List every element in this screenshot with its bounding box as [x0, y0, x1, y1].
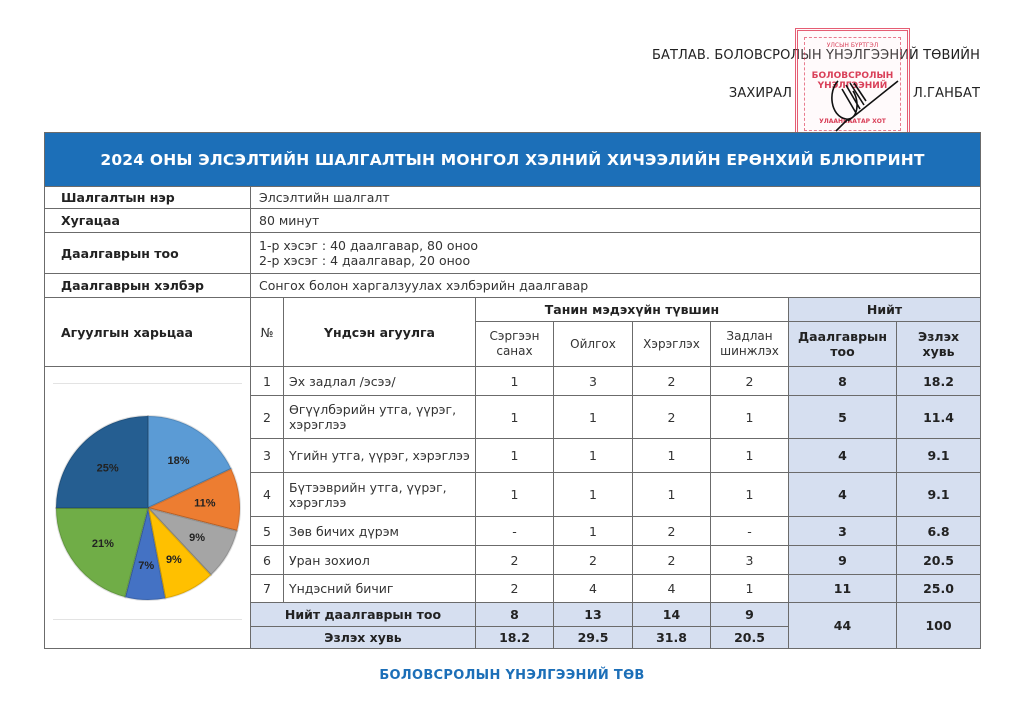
- table-row: 5 Зөв бичих дүрэм - 1 2 - 3 6.8: [45, 517, 981, 546]
- totals-percent-row: Эзлэх хувь 18.2 29.5 31.8 20.5: [45, 627, 981, 649]
- duration-label: Хугацаа: [45, 209, 251, 233]
- ratio-header: Агуулгын харьцаа: [45, 298, 251, 367]
- director-name: Л.ГАНБАТ: [912, 86, 980, 101]
- number-header: №: [251, 298, 284, 367]
- director-label: ЗАХИРАЛ: [728, 86, 792, 101]
- table-row: 2 Өгүүлбэрийн утга, үүрэг, хэрэглээ 1 1 2 1 5 11.4: [45, 396, 981, 439]
- task-count-value: 1-р хэсэг : 40 даалгавар, 80 оноо 2-р хэсэг : 4 даалгавар, 20 оноо: [251, 233, 981, 274]
- table-row: 3 Үгийн утга, үүрэг, хэрэглээ 1 1 1 1 4 9.1: [45, 439, 981, 473]
- table-row: 6 Уран зохиол 2 2 2 3 9 20.5: [45, 546, 981, 575]
- cognitive-level-header: Танин мэдэхүйн түвшин: [476, 298, 789, 322]
- total-header: Нийт: [789, 298, 981, 322]
- analyze-header: Задлан шинжлэх: [711, 322, 789, 367]
- totals-percent-label: Эзлэх хувь: [251, 627, 476, 649]
- task-count-label: Даалгаврын тоо: [45, 233, 251, 274]
- official-stamp: [795, 28, 910, 140]
- exam-name-value: Элсэлтийн шалгалт: [251, 187, 981, 209]
- grand-total-percent: 100: [897, 603, 981, 649]
- task-type-label: Даалгаврын хэлбэр: [45, 274, 251, 298]
- pie-slice-label: 9%: [189, 532, 206, 545]
- content-ratio-pie-chart: [53, 413, 243, 603]
- grand-total-count: 44: [789, 603, 897, 649]
- totals-count-row: Нийт даалгаврын тоо 8 13 14 9 44 100: [45, 603, 981, 627]
- page-title: 2024 ОНЫ ЭЛСЭЛТИЙН ШАЛГАЛТЫН МОНГОЛ ХЭЛНИЙ ХИЧЭЭЛИЙН ЕРӨНХИЙ БЛЮПРИНТ: [45, 133, 981, 187]
- signature-icon: [808, 61, 903, 136]
- remember-header: Сэргээн санах: [476, 322, 554, 367]
- footer-organization: БОЛОВСРОЛЫН ҮНЭЛГЭЭНИЙ ТӨВ: [379, 668, 645, 683]
- table-row: 4 Бүтээврийн утга, үүрэг, хэрэглээ 1 1 1 1 4 9.1: [45, 473, 981, 517]
- duration-value: 80 минут: [251, 209, 981, 233]
- apply-header: Хэрэглэх: [633, 322, 711, 367]
- table-row: 18% 11% 9% 9% 7% 21% 25% 1 Эх задлал /эсээ/ 1 3 2 2 8 18.2: [45, 367, 981, 396]
- content-header: Үндсэн агуулга: [284, 298, 476, 367]
- table-row: 7 Үндэсний бичиг 2 4 4 1 11 25.0: [45, 575, 981, 603]
- understand-header: Ойлгох: [554, 322, 633, 367]
- totals-count-label: Нийт даалгаврын тоо: [251, 603, 476, 627]
- stamp-middle-text: БОЛОВСРОЛЫН ҮНЭЛГЭЭНИЙ: [811, 71, 894, 91]
- task-type-value: Сонгох болон харгалзуулах хэлбэрийн даалгавар: [251, 274, 981, 298]
- pie-slice-label: 11%: [194, 497, 216, 510]
- exam-name-label: Шалгалтын нэр: [45, 187, 251, 209]
- pie-slice-label: 21%: [91, 537, 114, 550]
- stamp-bottom-text: УЛААНБААТАР ХОТ: [819, 118, 886, 125]
- pie-slice-label: 18%: [167, 454, 190, 467]
- share-header: Эзлэх хувь: [897, 322, 981, 367]
- stamp-top-text: УЛСЫН БҮРТГЭЛ: [826, 42, 879, 49]
- approval-line: БАТЛАВ. БОЛОВСРОЛЫН ҮНЭЛГЭЭНИЙ ТӨВИЙН: [651, 48, 980, 63]
- pie-chart-cell: [45, 367, 251, 649]
- pie-slice-label: 25%: [96, 462, 119, 475]
- blueprint-table: [44, 132, 981, 649]
- pie-slice-label: 9%: [165, 553, 182, 566]
- task-count-header: Даалгаврын тоо: [789, 322, 897, 367]
- pie-slice-label: 7%: [138, 560, 155, 573]
